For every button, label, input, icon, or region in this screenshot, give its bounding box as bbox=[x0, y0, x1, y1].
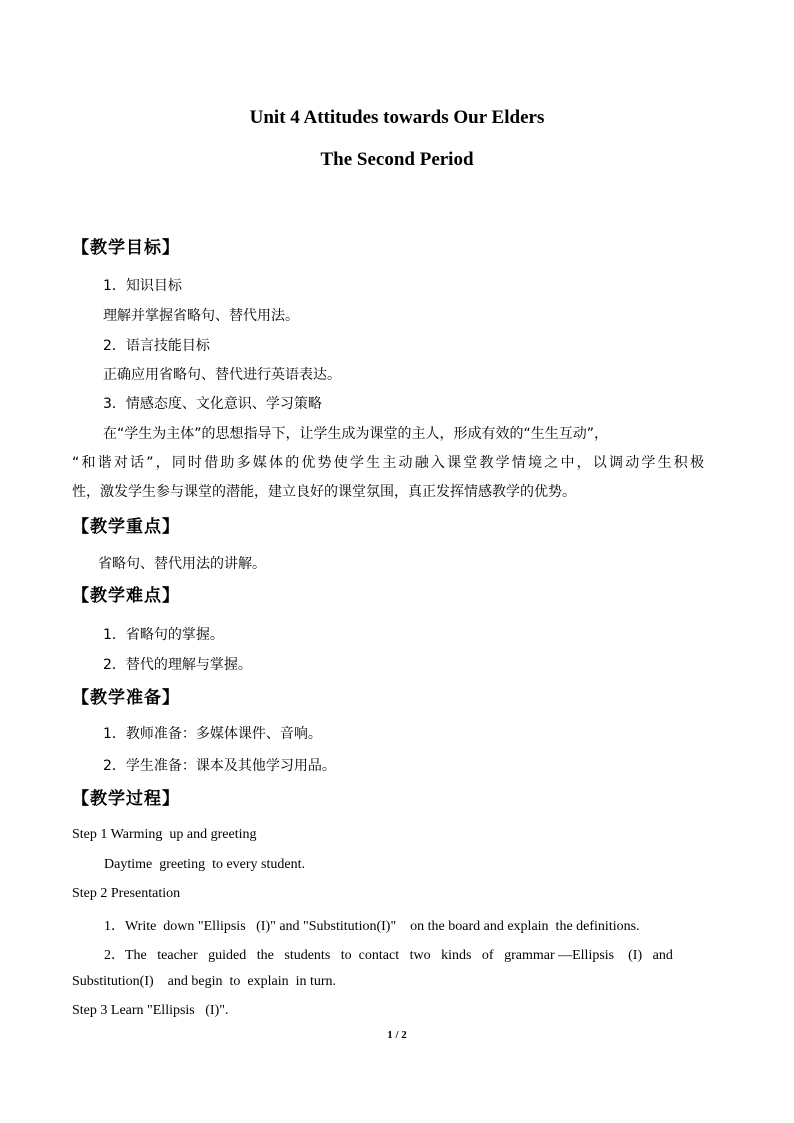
document-subtitle: The Second Period bbox=[320, 149, 474, 170]
process-line: 1．Write down "Ellipsis (I)" and "Substitution(I)" on the board and explain the definitions. bbox=[104, 919, 640, 934]
process-line: 2．The teacher guided the students to contact two kinds of grammar —Ellipsis (I) and bbox=[104, 948, 673, 963]
key-point-item: 省略句、替代用法的讲解。 bbox=[98, 556, 266, 572]
objective-item: 2．语言技能目标 bbox=[103, 338, 210, 354]
process-line: Step 3 Learn "Ellipsis (I)". bbox=[72, 1003, 229, 1018]
document-title: Unit 4 Attitudes towards Our Elders bbox=[249, 107, 545, 128]
objective-item: 正确应用省略句、替代进行英语表达。 bbox=[103, 367, 341, 383]
preparation-item: 1．教师准备：多媒体课件、音响。 bbox=[103, 726, 322, 742]
difficulty-item: 1．省略句的掌握。 bbox=[103, 627, 224, 643]
heading-process: 【教学过程】 bbox=[72, 789, 180, 809]
objective-item: 3．情感态度、文化意识、学习策略 bbox=[103, 396, 322, 412]
objective-paragraph-line: 在“学生为主体”的思想指导下，让学生成为课堂的主人，形成有效的“生生互动”， bbox=[103, 426, 609, 442]
process-line: Step 1 Warming up and greeting bbox=[72, 827, 257, 842]
objective-item: 1．知识目标 bbox=[103, 278, 182, 294]
objective-paragraph-line: 性，激发学生参与课堂的潜能，建立良好的课堂氛围，真正发挥情感教学的优势。 bbox=[72, 484, 576, 500]
process-line: Substitution(I) and begin to explain in turn. bbox=[72, 974, 337, 989]
preparation-item: 2．学生准备：课本及其他学习用品。 bbox=[103, 758, 336, 774]
objective-paragraph-line: “和谐对话”，同时借助多媒体的优势使学生主动融入课堂教学情境之中，以调动学生积极 bbox=[72, 455, 704, 471]
heading-key-points: 【教学重点】 bbox=[72, 517, 180, 537]
process-line: Step 2 Presentation bbox=[72, 886, 181, 901]
heading-difficulties: 【教学难点】 bbox=[72, 586, 180, 606]
objective-item: 理解并掌握省略句、替代用法。 bbox=[103, 308, 299, 324]
difficulty-item: 2．替代的理解与掌握。 bbox=[103, 657, 252, 673]
process-line: Daytime greeting to every student. bbox=[104, 857, 305, 872]
page-number: 1 / 2 bbox=[387, 1029, 407, 1041]
heading-objectives: 【教学目标】 bbox=[72, 238, 180, 258]
heading-preparation: 【教学准备】 bbox=[72, 688, 180, 708]
